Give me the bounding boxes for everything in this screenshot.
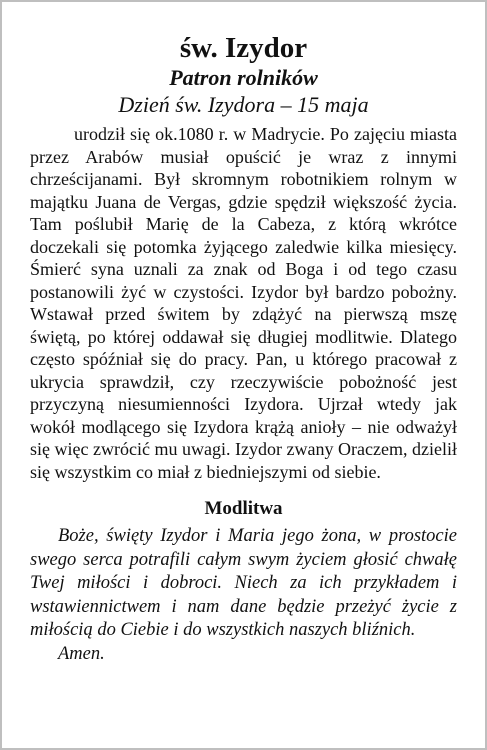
card-header xyxy=(2,32,485,118)
biography-paragraph: urodził się ok.1080 r. w Madrycie. Po zajęciu miasta przez Arabów musiał opuścić je wraz z innymi chrześcijanami. Był skromnym robotnikiem rolnym w majątku Juana de Vergas, gdzie spędził większość życia. Tam poślubił Marię de la Cabeza, z którą wkrótce doczekali się potomka żyjącego zaledwie kilka miesięcy. Śmierć syna uznali za znak od Boga i od tego czasu postanowili żyć w czystości. Izydor był bardzo pobożny. Wstawał przed świtem by zdążyć na pierwszą mszę świętą, po której oddawał się długiej modlitwie. Dlatego często spóźniał się do pracy. Pan, u którego pracował z ukrycia sprawdził, czy rzeczywiście pobożność jest przyczyną niesumienności Izydora. Ujrzał wtedy jak wokół modlącego się Izydora krążą anioły – nie odważył się więc zwrócić mu uwagi. Izydor zwany Oraczem, dzielił się wszystkim co miał z biedniejszymi od siebie. xyxy=(30,124,457,482)
feast-date: Dzień św. Izydora – 15 maja xyxy=(118,92,369,117)
prayer-paragraph: Boże, święty Izydor i Maria jego żona, w prostocie swego serca potrafili całym swym życiem głosić chwałę Twej miłości i dobroci. Niech za ich przykładem i wstawiennictwem i nam dane będzie przeżyć życie z miłością do Ciebie i do wszystkich naszych bliźnich. xyxy=(30,526,457,640)
saint-title: św. Izydor xyxy=(179,32,308,64)
prayer-amen: Amen. xyxy=(58,643,105,664)
prayer-heading: Modlitwa xyxy=(204,498,283,519)
patron-subtitle: Patron rolników xyxy=(169,65,318,90)
